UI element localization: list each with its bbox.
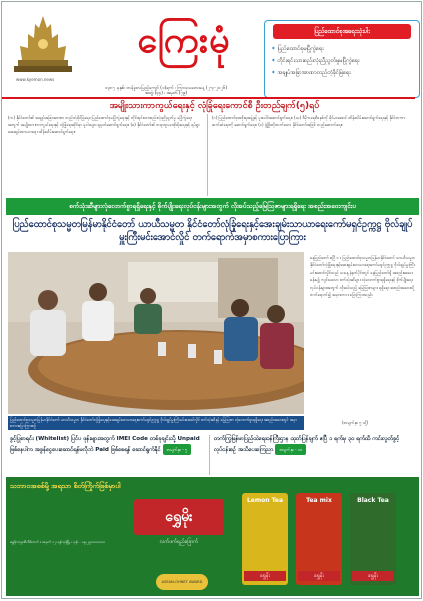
story-objectives-col2: (ဂ) ပြည်ထောင်စုအစိုးရအဖွဲ့နှင့် ပူးပေါင်းဆောင်ရွက်ရေး။ (ဃ) ဒီမိုကရေစီစနစ်ကို ခိုင်မာအောင် ထိန်းသိမ်းဆောင်ရွက်ရေးနှင့် နိုင်ငံတကာ ဆက်ဆံရေးကို ဆောင်ရွက်ရေး။ (င) ဖွံ့ဖြိုးတိုးတက်သော နိုင်ငံတော်အဖြစ် တည်ဆောက်ရေး။ [212,115,406,127]
national-cause-item: ✦ အချုပ်အခြာအာဏာတည်တံ့ခိုင်မြဲရေး [271,67,419,79]
column-divider [209,435,210,475]
pack-brand: ရွှေမိုး [244,571,286,581]
meeting-photo[interactable] [8,252,304,414]
continued-link[interactable]: (စာမျက်နှာ ၅ သို့) [342,420,369,425]
national-cause-item: ✦ တိုင်းရင်းသားစည်းလုံးညီညွတ်မှုမပြိုကွဲရေး [271,55,419,67]
tea-pack-mix [296,493,342,585]
volume-line: ၁၃၈၇ ခုနှစ်၊ တန်ခူးလပြည့်ကျော် (၁)ရက် ၊ ကြာသပတေးနေ့ (၂-၄-၂၀၂၆) [104,86,228,91]
tea-pack-black [350,493,396,585]
ad-tagline: သဘာဝအစစ်မို့ အရသာ စိတ်ကြိုက်ဖြစ်မှာပါ [10,482,121,490]
pack-label: Tea mix [306,497,332,504]
newspaper-front-page [1,1,422,599]
masthead [6,6,419,96]
story-announcement-text: တက်ကြွမြန်မာပြည်ထဲရေးဝန်ကြီးဌာန ထုတ်ပြန်ချက် ဧပြီ ၁ ရက်မှ ၃၀ ရက်ထိ ကင်းလွတ်ခွင့် လုပ်ငန်းစဉ် အသိပေးကြေညာ [214,436,400,453]
pack-label: Lemon Tea [246,497,284,504]
national-causes-heading: ပြည်ထောင်စုအရေးသုံးပါး [273,24,411,39]
story-objectives-col1: (က) နိုင်ငံတော်၏ အချုပ်အခြာအာဏာ တည်တံ့ခိုင်မြဲရေး၊ ပြည်ထောင်စုမပြိုကွဲရေးနှင့် တိုင်းရင်းသားစည်းလုံးညီညွတ်မှု မပြိုကွဲရေးအတွက် အမျိုးသားကာကွယ်ရေးနှင့် လုံခြုံရေးဆိုင်ရာ မူဝါဒများ ချမှတ်ဆောင်ရွက်ရေး။ (ခ) နိုင်ငံတော်၏ တရားဥပဒေစိုးမိုးရေးနှင့် ရပ်ရွာအေးချမ်းသာယာရေး ထိန်းသိမ်းဆောင်ရွက်ရေး။ [8,115,200,134]
newspaper-title: ကြေးမုံ [137,19,231,61]
green-banner-headline[interactable]: စက်သုံးဆီများလုံလောက်စွာရရှိရေးနှင့် စိုက်ပျိုးရေးလုပ်ငန်းများအတွက် လိုအပ်သည့်မြေဩဇာများရရှိရေး အစည်းအဝေးကျင်းပ [6,198,419,215]
pack-label: Black Tea [357,497,389,504]
headline-council-objectives[interactable]: အမျိုးသားကာကွယ်ရေးနှင့် လုံခြုံရေးကောင်စီ ဦးတည်ချက်(၅)ရပ် [109,101,320,111]
pack-brand: ရွှေမိုး [298,571,340,581]
side-story: နေပြည်တော် ဧပြီ ၁ ။ ပြည်ထောင်စုသမ္မတမြန်မာနိုင်ငံတော် ယာယီသမ္မတ နိုင်ငံတော်လုံခြုံရေးနှင့်အေးချမ်းသာယာရေးကော်မရှင်ဥက္ကဋ္ဌ ဗိုလ်ချုပ်မှူးကြီးမင်းအောင်လှိုင်သည် ယနေ့ နံနက်ပိုင်းတွင် နေပြည်တော်ရှိ အစည်းအဝေးခန်းမ၌ ကျင်းပသော စက်သုံးဆီများ လုံလောက်စွာရရှိရေးနှင့် စိုက်ပျိုးရေးလုပ်ငန်းများအတွက် လိုအပ်သည့် မြေဩဇာများ ရရှိရေး အစည်းအဝေးသို့ တက်ရောက်၍ အမှာစကား ပြောကြားသည်။ [310,255,416,298]
story-announcement[interactable] [214,435,414,455]
column-divider [207,114,208,196]
story-imei[interactable] [10,435,206,455]
page-pill[interactable]: စာမျက်နှာ - ၁၀ [275,444,306,455]
main-headline[interactable]: ပြည်ထောင်စုသမ္မတမြန်မာနိုင်ငံတော် ယာယီသမ္မတ နိုင်ငံတော်လုံခြုံရေးနှင့်အေးချမ်းသာယာရေးကော်မရှင်ဥက္ကဋ္ဌ ဗိုလ်ချုပ်မှူးကြီးမင်းအောင်လှိုင် တက်ရောက်အမှာစကားပြောကြား [12,219,413,243]
website-url: www.kyemon.news [16,77,55,82]
ad-contact-info: ရွှေမိုးကုမ္ပဏီလီမိတက် ။ အမှတ် ၁၂၊ ရန်ကုန်မြို့ ။ ဖုန်း - ၀၉-၂၅၀၀၀၀၀၀၀ [10,540,106,544]
ad-brand-name: ရွှေမိုး [134,499,224,535]
pack-brand: ရွှေမိုး [352,571,394,581]
photo-caption: ပြည်ထောင်စုသမ္မတမြန်မာနိုင်ငံတော် ယာယီသမ္မတ နိုင်ငံတော်လုံခြုံရေးနှင့်အေးချမ်းသာယာရေးကော်မရှင်ဥက္ကဋ္ဌ ဗိုလ်ချုပ်မှူးကြီးမင်းအောင်လှိုင် စက်သုံးဆီနှင့် မြေဩဇာ လုံလောက်စွာရရှိရေး အစည်းအဝေးတွင် အမှာစကားပြောကြားစဉ် [8,416,304,430]
emblem-logo [14,14,72,74]
tea-pack-lemon [242,493,288,585]
national-causes-box [264,20,420,98]
masthead-divider [2,97,415,99]
date-line: အတွဲ (၄၄) ၊ အမှတ် (၇၉) [144,91,188,96]
tea-advertisement[interactable] [6,477,419,596]
page-pill[interactable]: စာမျက်နှာ - ၅ [163,444,192,455]
ad-brand-sub: လက်ဖက်ရည်ခြောက် [159,539,199,545]
national-cause-item: ✦ ပြည်ထောင်စုမပြိုကွဲရေး [271,43,419,55]
story-imei-text: ခွင့်ပြုစာရင်း (Whitelist) ပြင်ပ ဖုန်းများအတွက် IMEI Code တစ်ခုချင်းသို့ Unpaid ဖြစ်နေပါက အခွန်ငွေပေးဆောင်ရန်မလိုဘဲ Paid ဖြစ်စေရန် ဆောင်ရွက်နိုင် [10,436,200,453]
ad-award-badge: ASEAN-OHNET AWARD [156,574,208,590]
